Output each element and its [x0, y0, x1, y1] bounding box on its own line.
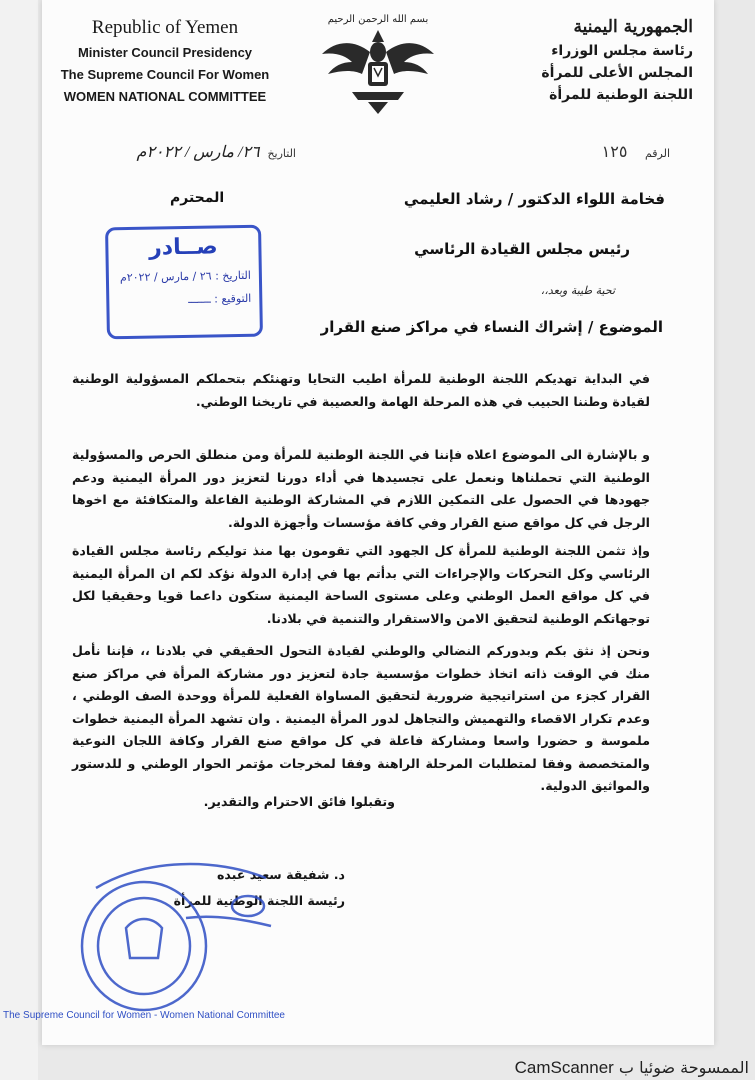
- body-paragraph-3: وإذ تثمن اللجنة الوطنية للمرأة كل الجهود التي تقومون بها منذ توليكم رئاسة مجلس القيادة الرئاسي وكل التحركات والإجراءات التي بدأتم بها في إدارة الدولة نؤكد لكم ان المرأة اليمنية في كل مواقع العمل الوطني وعلى مستوى الساحة اليمنية ستكون داعما قويا وحقيقيا لكل توجهاتكم الوطنية لتحقيق الامن والاستقرار والتنمية في بلادنا.: [72, 543, 650, 626]
- scan-left-margin: [0, 0, 38, 1080]
- en-council: The Supreme Council For Women: [60, 67, 270, 82]
- date-field: [86, 142, 296, 162]
- signer-title: رئيسة اللجنة الوطنية للمرأة: [173, 893, 345, 908]
- date-value: ٢٦/ مارس / ٢٠٢٢م: [136, 144, 260, 161]
- scanner-watermark: [515, 1058, 749, 1078]
- date-label: التاريخ: [267, 147, 296, 160]
- signer-name: د. شفيقة سعيد عبده: [216, 867, 345, 882]
- camscanner-app-name: CamScanner: [514, 1058, 614, 1077]
- arabic-letterhead: [463, 14, 693, 106]
- ar-country: الجمهورية اليمنية: [573, 17, 693, 37]
- ar-ministry: رئاسة مجلس الوزراء: [551, 43, 693, 59]
- en-committee: WOMEN NATIONAL COMMITTEE: [63, 89, 267, 104]
- closing-line: وتقبلوا فائق الاحترام والتقدير.: [203, 794, 395, 809]
- outgoing-stamp: [105, 225, 263, 340]
- english-letterhead: [50, 14, 280, 108]
- subject-line: الموضوع / إشراك النساء في مراكز صنع القرار: [320, 318, 663, 336]
- stamp-date: التاريخ : ٢٦ / مارس / ٢٠٢٢م: [119, 268, 252, 285]
- ar-committee: اللجنة الوطنية للمرأة: [549, 87, 693, 103]
- greeting: تحية طيبة وبعد،،: [540, 284, 615, 297]
- basmala-text: بسم الله الرحمن الرحيم: [327, 14, 429, 25]
- scanned-prefix: الممسوحة ضوئيا ب: [618, 1058, 749, 1077]
- stamp-signature: التوقيع : ـــــــ: [188, 291, 252, 306]
- yemen-eagle-emblem-icon: [312, 8, 444, 120]
- seal-caption: The Supreme Council for Women - Women National Committee: [3, 1010, 285, 1021]
- number-value: ١٢٥: [601, 142, 628, 161]
- stamp-title: صــادر: [148, 234, 218, 261]
- body-paragraph-1: في البداية تهديكم اللجنة الوطنية للمرأة اطيب التحايا وتهنئكم بتحملكم المسؤولية الوطنية لقيادة وطننا الحبيب في هذه المرحلة الهامة والعصيبة في تاريخنا الوطني.: [72, 371, 650, 409]
- addressee-title: رئيس مجلس القيادة الرئاسي: [414, 240, 630, 258]
- en-ministry: Minister Council Presidency: [77, 45, 253, 60]
- honorific: المحترم: [170, 190, 225, 206]
- addressee-name: فخامة اللواء الدكتور / رشاد العليمي: [403, 190, 665, 208]
- body-paragraph-4: ونحن إذ نثق بكم وبدوركم النضالي والوطني لقيادة التحول الحقيقي في بلادنا ،، فإننا نأمل منك في الوقت ذاته اتخاذ خطوات مؤسسية جادة لتعزيز دور مشاركة المرأة في مراكز صنع القرار كجزء من استراتيجية ضرورية لتحقيق المساواة الفعلية للمرأة ووحدة الصف الوطني ، وعدم تكرار الاقصاء والتهميش والتجاهل لدور المرأة اليمنية . وان تشهد المرأة اليمنية خطوات ملموسة و حضورا واسعا ومشاركة فاعلة في كل مواقع صنع القرار وكافة اللجان النوعية والمتخصصة وفقا لمتطلبات المرحلة الراهنة وفقا لمخرجات مؤتمر الحوار الوطني و للدستور والمواثيق الدولية.: [72, 643, 650, 793]
- number-label: الرقم: [644, 147, 670, 160]
- ar-council: المجلس الأعلى للمرأة: [541, 65, 693, 81]
- official-seal-icon: [3, 848, 286, 1028]
- reference-number-field: [510, 142, 670, 164]
- body-paragraph-2: و بالإشارة الى الموضوع اعلاه فإننا في اللجنة الوطنية للمرأة ومن منطلق الحرص والمسؤولية الوطنية التي تحملناها ونعمل على تجسيدها في أداء دورنا لتعزيز دور المرأة اليمنية ودعم جهودها في الحصول على التمكين اللازم في المشاركة الوطنية الفاعلة والمتكافئة مع اخوها الرجل في كل مواقع صنع القرار وفي كافة مؤسسات وأجهزة الدولة.: [72, 447, 650, 530]
- en-country: Republic of Yemen: [91, 17, 239, 38]
